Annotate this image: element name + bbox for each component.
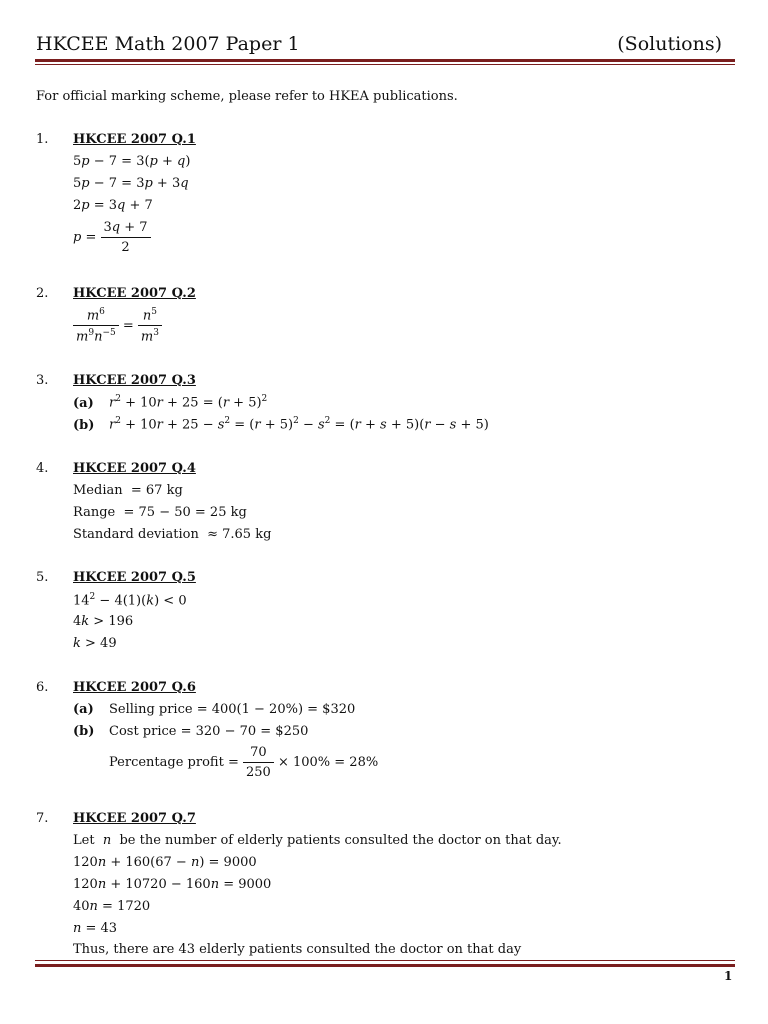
question-heading: HKCEE 2007 Q.4 (73, 461, 196, 476)
page-number: 1 (724, 969, 733, 983)
page-header (36, 33, 736, 59)
median-label: Median (73, 483, 123, 498)
math-line: 120n + 160(67 − n) = 9000 (73, 855, 257, 870)
selling-price-line: Selling price = 400(1 − 20%) = $320 (109, 702, 356, 717)
range-value: = 75 − 50 = 25 kg (123, 505, 247, 520)
page-title: HKCEE Math 2007 Paper 1 (36, 33, 300, 55)
math-line: $r^2 + 10r + 25 - s^2 = (r + 5)^2 - s^2 = (r + s + 5)(r - s + 5)$ (109, 416, 489, 433)
part-label: (a) (73, 396, 94, 411)
intro-note: For official marking scheme, please refer to HKEA publications. (36, 89, 458, 104)
math-line: 5p − 7 = 3(p + q) (73, 154, 191, 169)
let-text-rest: be the number of elderly patients consulted the doctor on that day. (119, 833, 562, 848)
cost-price-label: Cost price (109, 724, 177, 739)
question-heading: HKCEE 2007 Q.1 (73, 132, 196, 147)
percentage-profit-label: Percentage profit (109, 755, 224, 770)
math-line: 2p = 3q + 7 (73, 198, 153, 213)
header-rule-thick (35, 59, 735, 62)
page-subtitle: (Solutions) (617, 33, 722, 55)
part-label: (a) (73, 702, 94, 717)
range-line (73, 505, 247, 520)
math-line: $14^2 - 4(1)(k) < 0$ (73, 592, 187, 609)
sd-label: Standard deviation (73, 527, 199, 542)
math-line: $\frac{m^6}{m^9n^{-5}}$ = $\frac{n^5}{m^3}$ (73, 307, 162, 345)
sd-value: ≈ 7.65 kg (207, 527, 272, 542)
cost-price-line: Cost price = 320 − 70 = $250 (109, 724, 309, 739)
let-text: Let (73, 833, 95, 848)
footer-rule-thin (35, 960, 735, 961)
let-statement: Let n be the number of elderly patients consulted the doctor on that day. (73, 833, 562, 848)
question-number: 5. (36, 570, 49, 585)
question-number: 2. (36, 286, 49, 301)
part-label: (b) (73, 418, 95, 433)
math-line: k > 49 (73, 636, 117, 651)
question-heading: HKCEE 2007 Q.6 (73, 680, 196, 695)
math-line: p = $\frac{3q + 7}{2}$ (73, 220, 151, 255)
math-line: 40n = 1720 (73, 899, 151, 914)
question-heading: HKCEE 2007 Q.5 (73, 570, 196, 585)
math-line: 5p − 7 = 3p + 3q (73, 176, 189, 191)
question-number: 1. (36, 132, 49, 147)
question-heading: HKCEE 2007 Q.7 (73, 811, 196, 826)
selling-price-label: Selling price (109, 702, 193, 717)
part-label: (b) (73, 724, 95, 739)
math-line: 4k > 196 (73, 614, 134, 629)
conclusion-text: Thus, there are 43 elderly patients consulted the doctor on that day (73, 942, 522, 957)
question-heading: HKCEE 2007 Q.2 (73, 286, 196, 301)
footer-rule-thick (35, 964, 735, 967)
range-label: Range (73, 505, 116, 520)
math-line: n = 43 (73, 921, 118, 936)
question-number: 7. (36, 811, 49, 826)
question-number: 4. (36, 461, 49, 476)
math-line: 120n + 10720 − 160n = 9000 (73, 877, 272, 892)
question-number: 6. (36, 680, 49, 695)
question-number: 3. (36, 373, 49, 388)
median-line (73, 483, 183, 498)
math-line: $r^2 + 10r + 25 = (r + 5)^2$ (109, 394, 268, 411)
sd-line (73, 527, 271, 542)
median-value: = 67 kg (130, 483, 183, 498)
header-rule-thin (35, 64, 735, 65)
question-heading: HKCEE 2007 Q.3 (73, 373, 196, 388)
percentage-profit-line: Percentage profit = $\frac{70}{250}$ × 100% = 28% (109, 745, 379, 780)
